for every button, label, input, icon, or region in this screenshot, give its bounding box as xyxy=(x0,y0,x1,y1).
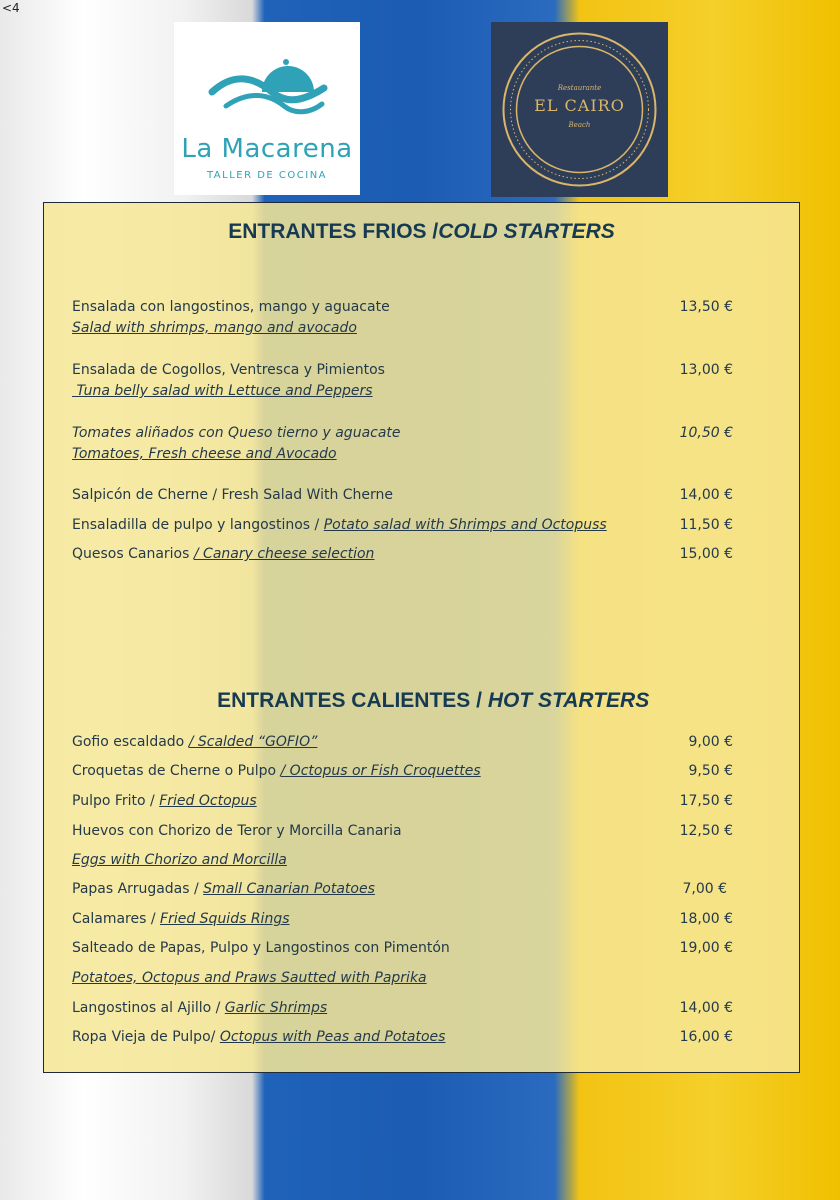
item-name-es: Gofio escaldado xyxy=(72,734,189,750)
item-price: 14,00 € xyxy=(679,1000,733,1016)
item-name-es: Calamares / xyxy=(72,911,161,927)
item-price: 13,00 € xyxy=(679,362,733,378)
la-macarena-logo xyxy=(174,22,360,195)
item-price: 14,00 € xyxy=(679,487,733,503)
title-en: HOT STARTERS xyxy=(487,689,650,712)
menu-item xyxy=(72,1000,327,1016)
logo-brand-text: La Macarena xyxy=(181,134,353,164)
item-price: 11,50 € xyxy=(679,517,733,533)
menu-item xyxy=(72,881,375,897)
logo-restaurante-text: Restaurante xyxy=(557,84,602,92)
item-name-en: / Octopus or Fish Croquettes xyxy=(280,763,481,779)
item-name-en: / Canary cheese selection xyxy=(193,546,375,562)
item-name-es: Ensaladilla de pulpo y langostinos / xyxy=(72,517,324,533)
item-name-es: Quesos Canarios xyxy=(72,546,194,562)
item-name-es: Pulpo Frito / xyxy=(72,793,160,809)
item-price: 9,50 € xyxy=(688,763,733,779)
item-name-en: Fried Octopus xyxy=(159,793,257,809)
item-name-en: Octopus with Peas and Potatoes xyxy=(219,1029,446,1045)
item-name-es: Huevos con Chorizo de Teror y Morcilla Canaria xyxy=(72,823,402,839)
item-price: 12,50 € xyxy=(679,823,733,839)
item-name-en: Eggs with Chorizo and Morcilla xyxy=(72,852,287,868)
menu-item xyxy=(72,425,401,441)
menu-item xyxy=(72,911,290,927)
item-name-en: Tuna belly salad with Lettuce and Peppers xyxy=(72,383,373,399)
item-name-es: Papas Arrugadas / xyxy=(72,881,204,897)
item-name-es: Ensalada de Cogollos, Ventresca y Pimientos xyxy=(72,362,385,378)
item-name-es: Croquetas de Cherne o Pulpo xyxy=(72,763,281,779)
title-es: ENTRANTES CALIENTES / xyxy=(217,689,488,712)
hot-starters-title xyxy=(44,665,799,737)
menu-item xyxy=(72,1029,445,1045)
logo-tagline: TALLER DE COCINA xyxy=(206,170,328,181)
menu-item xyxy=(72,823,402,839)
menu-item xyxy=(72,546,374,562)
item-price: 15,00 € xyxy=(679,546,733,562)
item-name-en: Tomatoes, Fresh cheese and Avocado xyxy=(72,446,337,462)
menu-panel xyxy=(43,202,800,1073)
item-price: 13,50 € xyxy=(679,299,733,315)
el-cairo-logo xyxy=(491,22,668,197)
title-en: COLD STARTERS xyxy=(438,220,615,243)
item-name-en: Garlic Shrimps xyxy=(224,1000,328,1016)
item-name-es: Tomates aliñados con Queso tierno y aguacate xyxy=(72,425,401,441)
item-name-en: Small Canarian Potatoes xyxy=(203,881,375,897)
title-es: ENTRANTES FRIOS / xyxy=(228,220,439,243)
item-price: 9,00 € xyxy=(688,734,733,750)
item-price: 10,50 € xyxy=(679,425,733,441)
item-price: 19,00 € xyxy=(679,940,733,956)
cold-starters-title xyxy=(44,220,799,244)
menu-item xyxy=(72,487,393,503)
logo-name-text: EL CAIRO xyxy=(534,96,625,115)
cloche-wave-icon xyxy=(174,22,360,137)
menu-item xyxy=(72,734,317,750)
menu-item xyxy=(72,763,481,779)
menu-item xyxy=(72,517,607,533)
item-name-es: Ropa Vieja de Pulpo/ xyxy=(72,1029,220,1045)
item-name-es: Salteado de Papas, Pulpo y Langostinos con Pimentón xyxy=(72,940,450,956)
item-name-es: Salpicón de Cherne / Fresh Salad With Cherne xyxy=(72,487,394,503)
menu-item xyxy=(72,362,385,378)
item-price: 16,00 € xyxy=(679,1029,733,1045)
item-price: 7,00 € xyxy=(682,881,727,897)
item-name-en: Fried Squids Rings xyxy=(160,911,290,927)
item-name-es: Langostinos al Ajillo / xyxy=(72,1000,225,1016)
item-name-en: Potatoes, Octopus and Praws Sautted with Paprika xyxy=(72,970,427,986)
item-price: 18,00 € xyxy=(679,911,733,927)
corner-text: <4 xyxy=(2,1,20,15)
menu-item xyxy=(72,299,390,315)
menu-item xyxy=(72,940,450,956)
item-name-en: / Scalded “GOFIO” xyxy=(188,734,318,750)
menu-item xyxy=(72,793,257,809)
item-price: 17,50 € xyxy=(679,793,733,809)
item-name-es: Ensalada con langostinos, mango y aguacate xyxy=(72,299,390,315)
logo-beach-text: Beach xyxy=(568,121,591,129)
item-name-en: Salad with shrimps, mango and avocado xyxy=(72,320,357,336)
item-name-en: Potato salad with Shrimps and Octopuss xyxy=(323,517,607,533)
